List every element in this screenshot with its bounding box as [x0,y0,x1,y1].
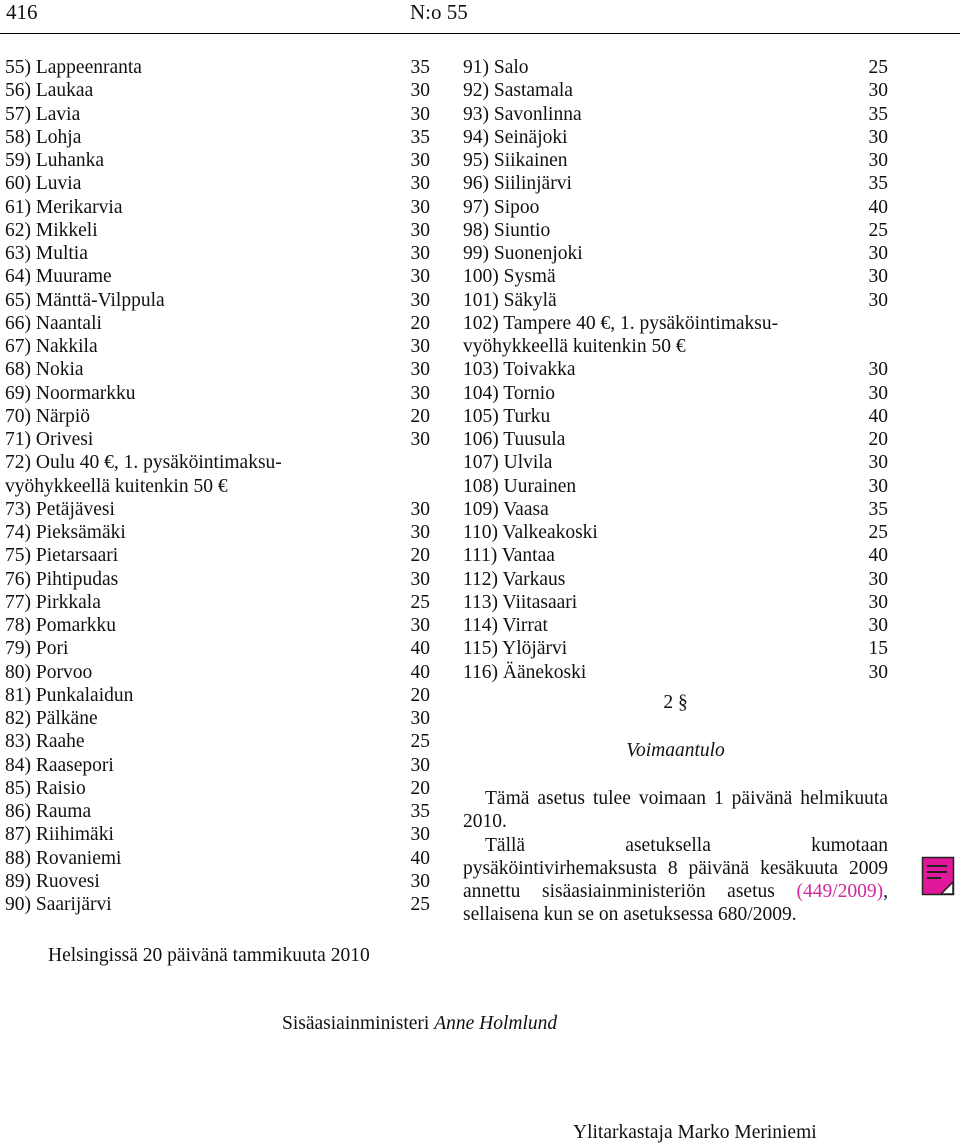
list-item [5,196,430,219]
list-item [5,451,430,474]
municipality-name: 85) Raisio [5,777,86,799]
fee-value: 15 [868,638,888,660]
fee-value: 30 [410,708,430,729]
list-item [463,358,888,381]
list-item [463,591,888,614]
list-item [5,475,430,498]
municipality-name: 98) Siuntio [463,219,551,241]
list-item [5,335,430,358]
fee-value: 30 [868,126,888,148]
municipality-name: 64) Muurame [5,266,112,288]
municipality-name: 87) Riihimäki [5,824,114,846]
municipality-name: 84) Raasepori [5,754,114,776]
list-item [5,428,430,451]
municipality-name: 99) Suonenjoki [463,243,583,264]
municipality-name: 63) Multia [5,243,88,264]
minister-signature [282,1013,557,1035]
municipality-name: 66) Naantali [5,312,102,334]
fee-value: 30 [410,382,430,404]
fee-value: 30 [410,429,430,450]
list-item [5,172,430,195]
list-item [5,730,430,753]
municipality-name: 110) Valkeakoski [463,522,598,543]
fee-value: 30 [410,522,430,543]
fee-value: 25 [410,731,430,753]
list-item [463,451,888,474]
fee-value: 30 [868,150,888,171]
list-item [5,289,430,312]
list-item [5,103,430,126]
list-item [463,568,888,591]
fee-value: 20 [410,545,430,567]
list-item [463,242,888,265]
fee-value: 40 [410,638,430,660]
issue-number: N:o 55 [410,0,468,24]
fee-value: 30 [868,452,888,474]
list-item [5,79,430,102]
list-item [5,149,430,172]
list-item [5,521,430,544]
statute-link[interactable]: (449/2009) [796,881,884,902]
list-item [5,707,430,730]
municipality-name: 55) Lappeenranta [5,57,142,78]
fee-value: 20 [410,405,430,427]
municipality-name: 59) Luhanka [5,150,105,171]
fee-value: 30 [410,498,430,520]
list-item [463,428,888,451]
fee-value: 30 [410,754,430,776]
municipality-name: 92) Sastamala [463,80,573,102]
list-item [5,870,430,893]
list-item [5,568,430,591]
list-item [463,219,888,242]
fee-value: 30 [410,173,430,195]
municipality-name: 93) Savonlinna [463,103,582,125]
minister-title: Sisäasiainministeri [282,1013,430,1034]
list-item [463,475,888,498]
fee-value: 30 [868,266,888,288]
fee-value: 30 [868,243,888,264]
list-item [5,358,430,381]
municipality-name: 81) Punkalaidun [5,684,134,706]
municipality-name: 102) Tampere 40 €, 1. pysäköintimaksu- [463,312,779,334]
page-number: 416 [6,0,38,24]
list-item [5,591,430,614]
municipality-name: 77) Pirkkala [5,591,101,613]
fee-value: 30 [868,80,888,102]
municipality-name: 67) Nakkila [5,336,98,357]
fee-value: 25 [868,219,888,241]
paragraph-2 [463,834,888,927]
left-column-list [5,56,430,916]
fee-value: 30 [868,661,888,683]
municipality-name: 76) Pihtipudas [5,568,119,590]
municipality-name: vyöhykkeellä kuitenkin 50 € [5,475,228,497]
fee-value: 30 [410,359,430,381]
municipality-name: 107) Ulvila [463,452,553,474]
fee-value: 30 [410,243,430,264]
fee-value: 30 [868,591,888,613]
fee-value: 30 [410,615,430,636]
municipality-name: 112) Varkaus [463,568,566,590]
municipality-name: 116) Äänekoski [463,661,587,683]
list-item [5,754,430,777]
municipality-name: 109) Vaasa [463,498,549,520]
municipality-name: 61) Merikarvia [5,196,123,218]
municipality-name: 78) Pomarkku [5,615,117,636]
fee-value: 30 [868,615,888,636]
list-item [5,498,430,521]
municipality-name: 83) Raahe [5,731,85,753]
list-item [5,800,430,823]
right-column-list [463,56,888,684]
fee-value: 35 [410,57,430,78]
fee-value: 40 [868,196,888,218]
fee-value: 30 [410,80,430,102]
fee-value: 35 [868,103,888,125]
municipality-name: 71) Orivesi [5,429,94,450]
fee-value: 40 [410,847,430,869]
list-item [463,405,888,428]
fee-value: 30 [410,568,430,590]
list-item [5,684,430,707]
section-title: Voimaantulo [626,740,725,761]
list-item [5,637,430,660]
fee-value: 25 [410,591,430,613]
list-item [463,637,888,660]
municipality-name: 72) Oulu 40 €, 1. pysäköintimaksu- [5,452,282,474]
section-body [463,787,888,927]
municipality-name: 70) Närpiö [5,405,91,427]
fee-value: 30 [410,289,430,311]
list-item [5,126,430,149]
municipality-name: 114) Virrat [463,615,548,636]
header-divider [0,33,960,34]
fee-value: 30 [868,475,888,497]
municipality-name: 96) Siilinjärvi [463,173,572,195]
list-item [5,382,430,405]
municipality-name: 68) Nokia [5,359,84,381]
list-item [5,265,430,288]
municipality-name: 97) Sipoo [463,196,540,218]
list-item [5,893,430,916]
list-item [463,544,888,567]
list-item [5,219,430,242]
paragraph-2-text-b: , sellaisena kun se on asetuksessa 680/2009. [463,881,888,926]
paragraph-2-text-a: Tällä asetuksella kumotaan pysäköintivirhemaksusta 8 päivänä kesäkuuta 2009 annettu sisäasiainministeriön asetus [463,834,888,902]
list-item [5,405,430,428]
fee-value: 25 [868,522,888,543]
municipality-name: 91) Salo [463,57,529,78]
list-item [5,777,430,800]
list-item [463,172,888,195]
note-icon[interactable] [921,856,955,896]
municipality-name: 113) Viitasaari [463,591,578,613]
municipality-name: 74) Pieksämäki [5,522,126,543]
municipality-name: 69) Noormarkku [5,382,136,404]
paragraph-1: Tämä asetus tulee voimaan 1 päivänä helmikuuta 2010. [463,788,888,833]
municipality-name: 106) Tuusula [463,429,566,450]
inspector-signature: Ylitarkastaja Marko Meriniemi [573,1122,817,1143]
fee-value: 35 [410,126,430,148]
municipality-name: 100) Sysmä [463,266,556,288]
municipality-name: 105) Turku [463,405,551,427]
municipality-name: 73) Petäjävesi [5,498,115,520]
list-item [463,521,888,544]
list-item [5,661,430,684]
list-item [5,823,430,846]
section-number: 2 § [663,692,688,713]
fee-value: 35 [868,498,888,520]
municipality-name: 90) Saarijärvi [5,894,112,915]
municipality-name: 111) Vantaa [463,545,555,567]
list-item [5,56,430,79]
municipality-name: 108) Uurainen [463,475,577,497]
place-date: Helsingissä 20 päivänä tammikuuta 2010 [48,945,370,966]
fee-value: 20 [410,777,430,799]
list-item [463,56,888,79]
fee-value: 30 [410,266,430,288]
list-item [463,126,888,149]
municipality-name: 115) Ylöjärvi [463,638,568,660]
fee-value: 40 [410,661,430,683]
fee-value: 30 [868,568,888,590]
municipality-name: 57) Lavia [5,103,81,125]
list-item [5,312,430,335]
list-item [5,242,430,265]
municipality-name: 60) Luvia [5,173,82,195]
list-item [463,289,888,312]
list-item [463,79,888,102]
municipality-name: 95) Siikainen [463,150,568,171]
fee-value: 25 [410,894,430,915]
fee-value: 30 [410,196,430,218]
fee-value: 30 [410,150,430,171]
fee-value: 30 [868,289,888,311]
list-item [463,196,888,219]
list-item [463,661,888,684]
list-item [5,544,430,567]
list-item [463,103,888,126]
list-item [463,149,888,172]
fee-value: 25 [868,57,888,78]
fee-value: 30 [410,870,430,892]
fee-value: 30 [410,824,430,846]
municipality-name: 101) Säkylä [463,289,557,311]
list-item [5,614,430,637]
fee-value: 20 [868,429,888,450]
municipality-name: 89) Ruovesi [5,870,100,892]
municipality-name: 56) Laukaa [5,80,94,102]
municipality-name: 75) Pietarsaari [5,545,119,567]
municipality-name: 82) Pälkäne [5,708,98,729]
minister-name: Anne Holmlund [434,1013,558,1034]
municipality-name: 58) Lohja [5,126,82,148]
fee-value: 35 [868,173,888,195]
list-item [5,847,430,870]
municipality-name: 103) Toivakka [463,359,576,381]
municipality-name: 80) Porvoo [5,661,93,683]
municipality-name: 86) Rauma [5,801,92,822]
municipality-name: 94) Seinäjoki [463,126,568,148]
fee-value: 30 [868,359,888,381]
municipality-name: 65) Mänttä-Vilppula [5,289,165,311]
fee-value: 20 [410,684,430,706]
fee-value: 30 [410,103,430,125]
municipality-name: 62) Mikkeli [5,219,98,241]
fee-value: 30 [410,336,430,357]
municipality-name: 104) Tornio [463,382,555,404]
fee-value: 35 [410,801,430,822]
list-item [463,382,888,405]
fee-value: 40 [868,545,888,567]
municipality-name: vyöhykkeellä kuitenkin 50 € [463,336,686,357]
fee-value: 40 [868,405,888,427]
municipality-name: 79) Pori [5,638,69,660]
list-item [463,498,888,521]
fee-value: 30 [868,382,888,404]
list-item [463,265,888,288]
list-item [463,614,888,637]
fee-value: 30 [410,219,430,241]
list-item [463,335,888,358]
fee-value: 20 [410,312,430,334]
list-item [463,312,888,335]
municipality-name: 88) Rovaniemi [5,847,122,869]
